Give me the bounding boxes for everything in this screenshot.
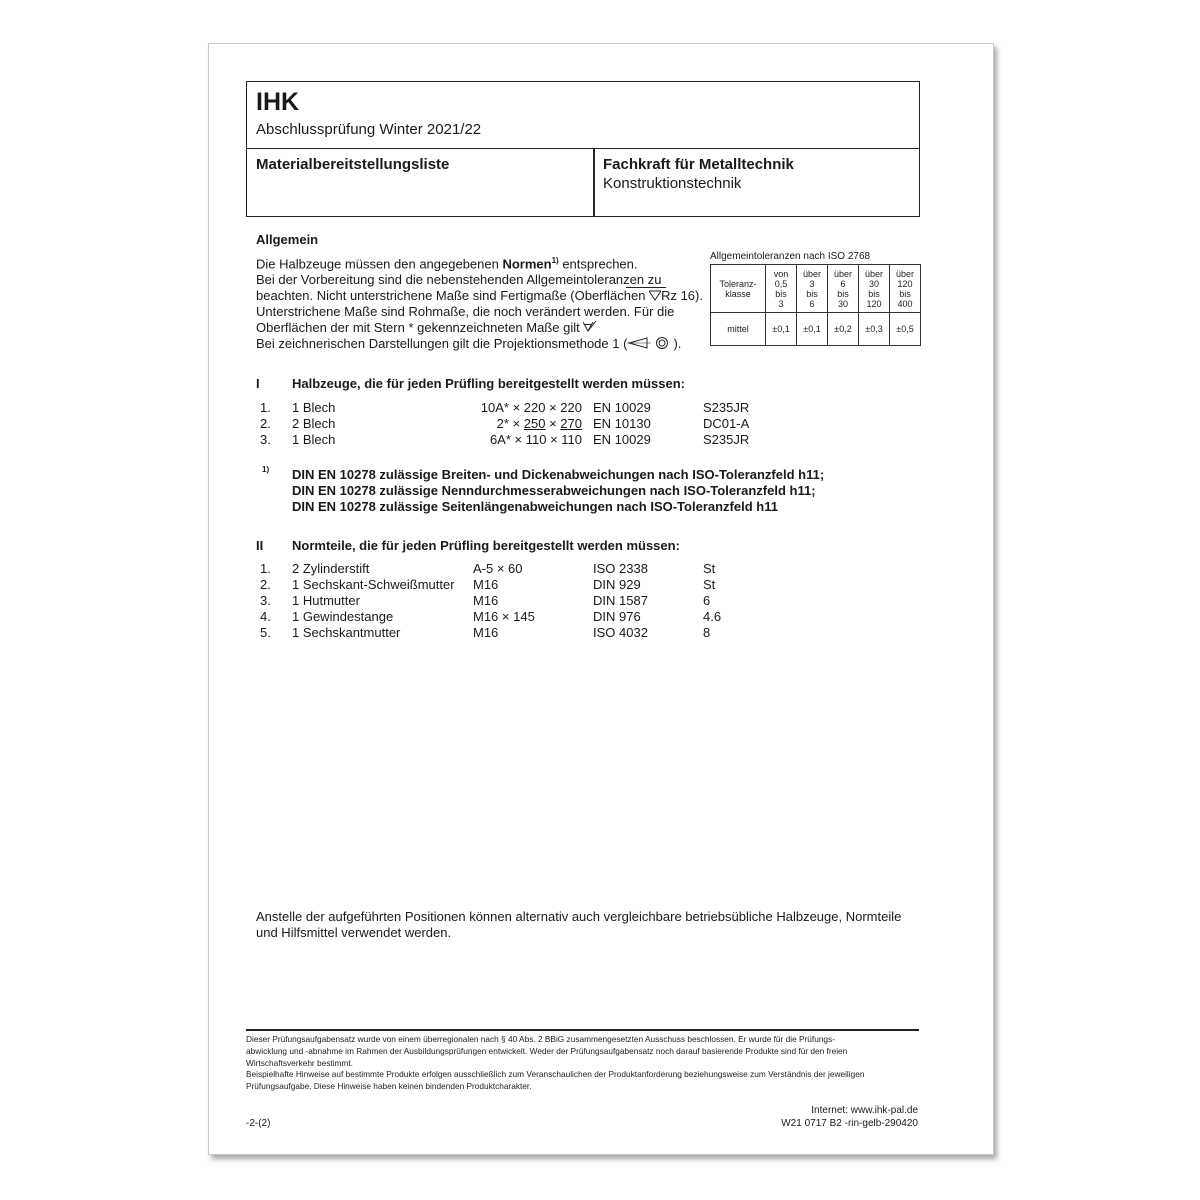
general-line-4: Unterstrichene Maße sind Rohmaße, die noch verändert werden. Für die: [256, 304, 675, 319]
col1-b: 0,5: [774, 278, 788, 289]
col3-d: 30: [837, 298, 848, 309]
col3-a: über: [833, 268, 852, 279]
general-line-1: [256, 256, 638, 271]
header-box: [246, 81, 920, 217]
s2-item5-pos: 5.: [260, 625, 271, 640]
general-line-1-bold: Normen: [502, 256, 552, 272]
general-line-3: [256, 288, 703, 303]
general-line-5-text: Oberflächen der mit Stern * gekennzeichneten Maße gilt: [256, 320, 580, 335]
s1-item2-dim: [472, 416, 582, 431]
disclaimer-line-2: abwicklung und -abnahme im Rahmen der Ausbildungsprüfungen entwickelt. Weder der Prüfungsaufgabensatz noch darauf basierende Produkte sind für den freien: [246, 1046, 848, 1056]
s2-item2-mat: St: [703, 577, 716, 592]
general-line-6-pre: Bei zeichnerischen Darstellungen gilt die Projektionsmethode 1 (: [256, 336, 628, 351]
s1-item2-dim-d: 270: [560, 416, 582, 431]
section1-title: Halbzeuge, die für jeden Prüfling bereitgestellt werden müssen:: [292, 376, 685, 391]
general-line-3-symbol: Rz 16: [661, 288, 696, 303]
s2-item5-mat: 8: [703, 625, 711, 640]
s1-item1-norm: EN 10029: [593, 400, 651, 415]
s2-item3-dim: M16: [473, 593, 499, 608]
s2-item4-dim: M16 × 145: [473, 609, 535, 624]
footnote-mark: 1): [262, 465, 270, 474]
s1-item3-pos: 3.: [260, 432, 271, 447]
col1-c: bis: [775, 288, 787, 299]
s1-item1-mat: S235JR: [703, 400, 750, 415]
s1-item3-qty: 1 Blech: [292, 432, 336, 447]
col4-a: über: [864, 268, 883, 279]
tolerance-col-3: [828, 265, 859, 313]
specialty-title: Konstruktionstechnik: [603, 175, 742, 192]
section2-title: Normteile, die für jeden Prüfling bereitgestellt werden müssen:: [292, 538, 680, 553]
general-line-3-post: ).: [695, 288, 703, 303]
col2-a: über: [802, 268, 821, 279]
header-top-row: [247, 82, 919, 149]
disclaimer-line-1: Dieser Prüfungsaufgabensatz wurde von einem überregionalen nach § 40 Abs. 2 BBiG zusammengesetzten Ausschuss beschlossen. Er wurde für die Prüfungs-: [246, 1034, 835, 1044]
col1-a: von: [773, 268, 789, 279]
general-line-1-pre: Die Halbzeuge müssen den angegebenen: [256, 256, 503, 272]
s2-item5-norm: ISO 4032: [593, 625, 648, 640]
tolerance-class-header-2: klasse: [725, 288, 751, 299]
s1-item2-qty: 2 Blech: [292, 416, 336, 431]
general-heading: Allgemein: [256, 232, 319, 247]
s1-item1-dim: 10A* × 220 × 220: [480, 400, 582, 415]
tolerance-class-header-1: Toleranz-: [719, 278, 757, 289]
footer-code: W21 0717 B2 -rin-gelb-290420: [781, 1118, 918, 1129]
s2-item3-pos: 3.: [260, 593, 271, 608]
col5-a: über: [895, 268, 914, 279]
s2-item4-pos: 4.: [260, 609, 271, 624]
footnote-line-1: DIN EN 10278 zulässige Breiten- und Dickenabweichungen nach ISO-Toleranzfeld h11;: [292, 467, 825, 482]
s2-item4-norm: DIN 976: [593, 609, 641, 624]
disclaimer-rule: [246, 1029, 919, 1031]
s1-item3-dim: 6A* × 110 × 110: [489, 432, 582, 447]
s2-item4-qty: 1 Gewindestange: [292, 609, 394, 624]
col4-c: bis: [868, 288, 880, 299]
s1-item3-norm: EN 10029: [593, 432, 651, 447]
tolerance-value-2: ±0,1: [797, 313, 828, 346]
alternative-note-line-2: und Hilfsmittel verwendet werden.: [256, 925, 452, 940]
s2-item5-dim: M16: [473, 625, 499, 640]
section2-number: II: [256, 538, 264, 553]
s2-item3-mat: 6: [703, 593, 711, 608]
col4-d: 120: [866, 298, 882, 309]
header-divider: [593, 148, 595, 216]
s2-item4-mat: 4.6: [703, 609, 722, 624]
s2-item1-qty: 2 Zylinderstift: [292, 561, 370, 576]
s1-item2-dim-b: 250: [523, 416, 546, 431]
col2-d: 6: [809, 298, 815, 309]
general-line-1-post: entsprechen.: [558, 256, 638, 272]
col5-d: 400: [897, 298, 913, 309]
s2-item1-pos: 1.: [260, 561, 271, 576]
doc-title: Materialbereitstellungsliste: [256, 156, 450, 173]
s1-item1-qty: 1 Blech: [292, 400, 336, 415]
general-line-6-post: ).: [673, 336, 682, 351]
s1-item2-mat: DC01-A: [703, 416, 750, 431]
disclaimer-line-3: Wirtschaftsverkehr bestimmt.: [246, 1058, 353, 1068]
tolerance-class-header: [711, 265, 766, 313]
col4-b: 30: [868, 278, 879, 289]
general-line-3-pre: beachten. Nicht unterstrichene Maße sind Fertigmaße (Oberflächen: [256, 288, 650, 303]
s1-item1-pos: 1.: [260, 400, 271, 415]
general-line-1-sup: 1): [551, 256, 559, 265]
tolerance-col-5: [890, 265, 921, 313]
page-number: -2-(2): [246, 1118, 271, 1129]
col2-b: 3: [809, 278, 815, 289]
general-line-2: Bei der Vorbereitung sind die nebenstehenden Allgemeintoleranzen zu: [256, 272, 662, 287]
col5-c: bis: [899, 288, 911, 299]
s2-item3-norm: DIN 1587: [593, 593, 648, 608]
general-line-5: [256, 320, 597, 335]
tolerance-value-5: ±0,5: [890, 313, 921, 346]
tolerance-value-3: ±0,2: [828, 313, 859, 346]
tolerance-class-label: mittel: [711, 313, 766, 346]
profession-title: Fachkraft für Metalltechnik: [603, 156, 794, 173]
s2-item1-mat: St: [703, 561, 716, 576]
footer-internet: Internet: www.ihk-pal.de: [811, 1105, 918, 1116]
tolerance-col-2: [797, 265, 828, 313]
disclaimer-line-5: Prüfungsaufgabe. Diese Hinweise haben keinen bindenden Produktcharakter.: [246, 1081, 532, 1091]
s2-item1-norm: ISO 2338: [593, 561, 648, 576]
tolerance-table-title: Allgemeintoleranzen nach ISO 2768: [710, 251, 871, 262]
section1-number: I: [256, 376, 260, 391]
footnote-line-3: DIN EN 10278 zulässige Seitenlängenabweichungen nach ISO-Toleranzfeld h11: [292, 499, 778, 514]
s1-item2-norm: EN 10130: [593, 416, 651, 431]
alternative-note-line-1: Anstelle der aufgeführten Positionen können alternativ auch vergleichbare betriebsübliche Halbzeuge, Normteile: [256, 909, 902, 924]
s2-item1-dim: A-5 × 60: [473, 561, 523, 576]
tolerance-value-1: ±0,1: [766, 313, 797, 346]
col3-b: 6: [840, 278, 846, 289]
s1-item2-dim-c: ×: [545, 416, 561, 431]
footnote-line-2: DIN EN 10278 zulässige Nenndurchmesserabweichungen nach ISO-Toleranzfeld h11;: [292, 483, 816, 498]
s2-item2-dim: M16: [473, 577, 499, 592]
s2-item3-qty: 1 Hutmutter: [292, 593, 360, 608]
s2-item2-qty: 1 Sechskant-Schweißmutter: [292, 577, 455, 592]
col5-b: 120: [897, 278, 913, 289]
surface-roughness-icon: [649, 290, 661, 301]
org-logo-text: IHK: [256, 88, 300, 116]
col3-c: bis: [837, 288, 849, 299]
tolerance-table: [710, 264, 921, 346]
exam-title: Abschlussprüfung Winter 2021/22: [256, 121, 482, 138]
s2-item2-norm: DIN 929: [593, 577, 641, 592]
tolerance-value-4: ±0,3: [859, 313, 890, 346]
tolerance-col-4: [859, 265, 890, 313]
tolerance-col-1: [766, 265, 797, 313]
s1-item2-dim-a: 2* ×: [496, 416, 524, 431]
projection-method-icon: [627, 336, 673, 350]
col1-d: 3: [778, 298, 784, 309]
s2-item2-pos: 2.: [260, 577, 271, 592]
disclaimer-line-4: Beispielhafte Hinweise auf bestimmte Produkte erfolgen ausschließlich zum Veranschaulichen der Produktanforderung beziehungsweise zum Verständnis der jeweiligen: [246, 1069, 865, 1079]
surface-finish-icon: [583, 321, 597, 333]
col2-c: bis: [806, 288, 818, 299]
s1-item2-pos: 2.: [260, 416, 271, 431]
s1-item3-mat: S235JR: [703, 432, 750, 447]
general-line-6: [256, 336, 681, 351]
s2-item5-qty: 1 Sechskantmutter: [292, 625, 401, 640]
